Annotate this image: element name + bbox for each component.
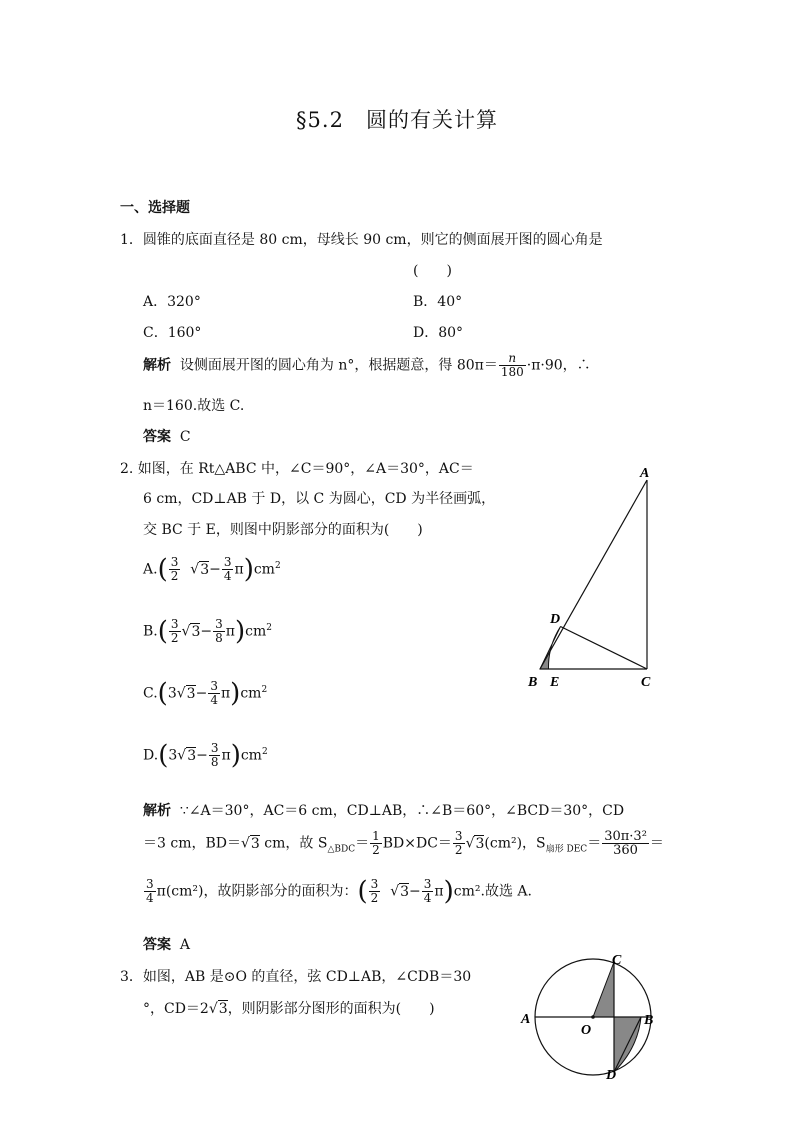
q2-analysis-line1: 解析 ∵∠A＝30°，AC＝6 cm，CD⊥AB，∴∠B＝60°，∠BCD＝30°，CD xyxy=(143,803,625,819)
q1-analysis-line2: n＝160.故选 C. xyxy=(143,398,245,414)
q2-option-c: C.(3√3− $\frac{3}{4}$ $\pi)cm^2$ xyxy=(143,678,268,709)
q1-analysis-text: 设侧面展开图的圆心角为 n°，根据题意，得 80π＝ xyxy=(179,357,498,374)
q2-answer: 答案 A xyxy=(143,937,191,953)
q2-line1: 2. 如图，在 Rt△ABC 中，∠C＝90°，∠A＝30°，AC＝ xyxy=(120,461,474,477)
q3-line1: 3．如图，AB 是⊙O 的直径，弦 CD⊥AB，∠CDB＝30 xyxy=(120,969,472,985)
q2-option-a: A.( $\frac{3}{2}$ √3− $\frac{3}{4}$ $\pi)cm^2$ xyxy=(143,554,281,585)
q1-blank: ( ) xyxy=(413,263,452,279)
q3-label-a: A xyxy=(521,1012,531,1027)
label-c: C xyxy=(641,675,651,690)
q1-analysis xyxy=(143,352,591,379)
label-b: B xyxy=(528,675,538,690)
q3-label-c: C xyxy=(612,953,622,968)
q3-shaded-upper xyxy=(593,962,614,1017)
page-title: §5.2 圆的有关计算 xyxy=(296,108,498,132)
q3-label-d: D xyxy=(606,1068,617,1083)
q1-answer: 答案 C xyxy=(143,429,191,445)
q2-analysis-line3: $\frac{3}{4}$ π(cm²)，故阴影部分的面积为：( $\frac{3}{2}$ √3− $\frac{3}{4}$ π)cm².故选 A. xyxy=(146,876,532,907)
analysis-label: 解析 xyxy=(143,357,171,374)
section-heading: 一、选择题 xyxy=(120,200,190,216)
q1-option-a: A．320° xyxy=(143,294,201,310)
q2-option-b: B.( $\frac{3}{2}$ √3− $\frac{3}{8}$ $\pi)cm^2$ xyxy=(143,616,272,647)
q1-option-c: C．160° xyxy=(143,325,202,341)
q3-label-b: B xyxy=(644,1013,654,1028)
q1-option-d: D．80° xyxy=(413,325,464,341)
q1-fraction: $\frac{n}{180}$ xyxy=(500,351,524,379)
q3-label-o: O xyxy=(581,1023,592,1038)
q3-circle-figure xyxy=(518,948,668,1083)
label-e: E xyxy=(550,675,560,690)
q3-line2: °，CD＝2√3，则阴影部分图形的面积为( ) xyxy=(143,1001,435,1017)
q2-line2: 6 cm，CD⊥AB 于 D，以 C 为圆心，CD 为半径画弧， xyxy=(143,491,496,507)
q2-triangle-figure xyxy=(520,460,670,692)
q1-stem: 1．圆锥的底面直径是 80 cm，母线长 90 cm，则它的侧面展开图的圆心角是 xyxy=(120,232,603,248)
label-d: D xyxy=(550,612,561,627)
q2-option-d: D.(3√3− $\frac{3}{8}$ $\pi)cm^2$ xyxy=(143,740,268,771)
q1-option-b: B．40° xyxy=(413,294,463,310)
q2-analysis-line2: ＝3 cm，BD＝√3 cm，故 $S_{\triangle BDC}=$ $\frac{1}{2}$ BD×DC＝ $\frac{3}{2}$ √3(cm²)，$S_{扇形 DEC}=$ $\frac{\text{30π·3²}}{360}$ ＝ xyxy=(143,829,664,858)
q2-line3: 交 BC 于 E，则图中阴影部分的面积为( ) xyxy=(143,522,423,538)
label-a: A xyxy=(640,466,650,481)
q1-analysis-text-b: ·π·90，∴ xyxy=(526,357,591,374)
